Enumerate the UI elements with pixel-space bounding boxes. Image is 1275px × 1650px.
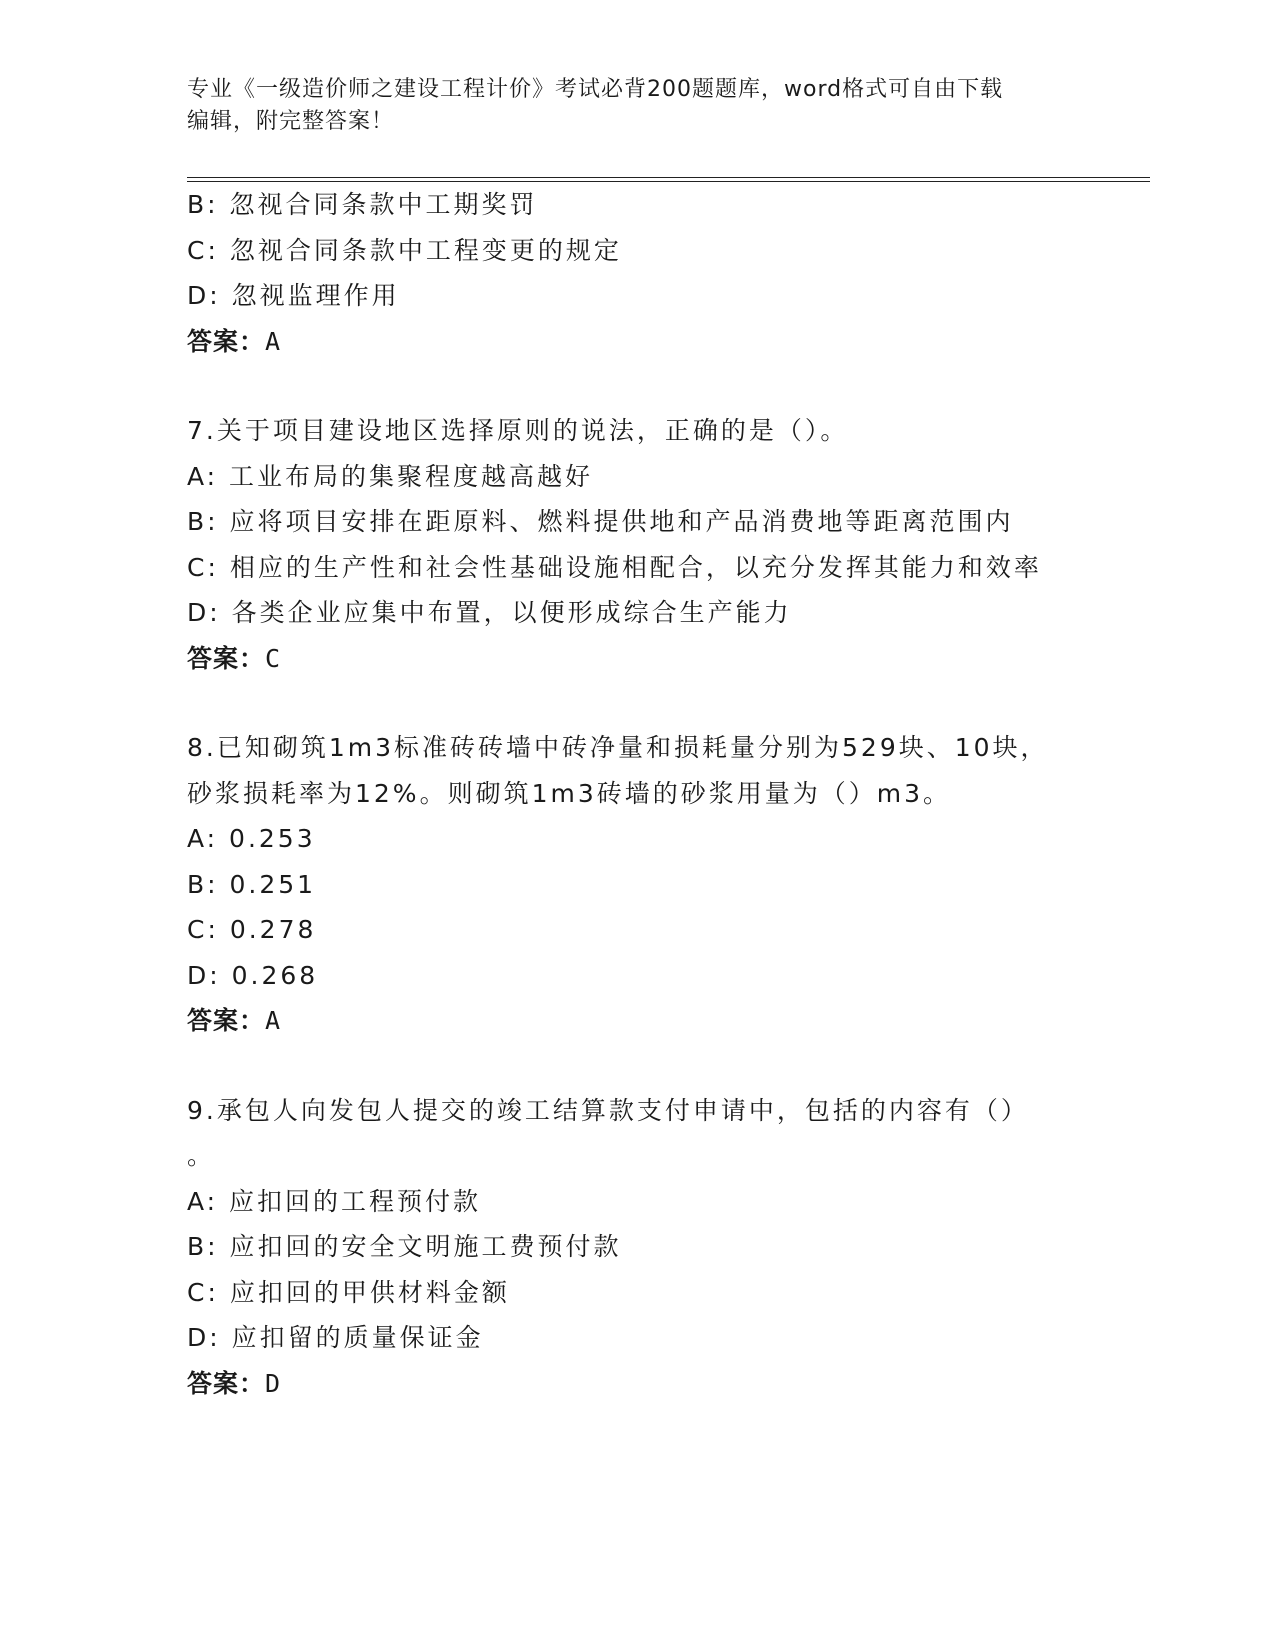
question-title-line-1: 9.承包人向发包人提交的竣工结算款支付申请中，包括的内容有（） bbox=[187, 1095, 1029, 1125]
option-b: B: 忽视合同条款中工期奖罚 bbox=[187, 190, 538, 219]
spacer bbox=[187, 372, 1117, 416]
page-header bbox=[187, 74, 1087, 138]
option-b: B: 0.251 bbox=[187, 869, 317, 899]
continued-question bbox=[187, 190, 1117, 357]
header-line-1: 专业《一级造价师之建设工程计价》考试必背200题题库，word格式可自由下载 bbox=[187, 77, 1004, 102]
option-c: C: 忽视合同条款中工程变更的规定 bbox=[187, 235, 622, 265]
header-divider-bottom bbox=[187, 181, 1150, 182]
question-content bbox=[187, 190, 1117, 1414]
answer-line bbox=[187, 644, 1117, 674]
answer-line bbox=[187, 327, 1117, 357]
question-7 bbox=[187, 416, 1117, 674]
answer-value: D bbox=[265, 1368, 282, 1398]
answer-value: A bbox=[265, 326, 282, 356]
option-c: C: 0.278 bbox=[187, 915, 317, 944]
question-title-line-2: 砂浆损耗率为12%。则砌筑1m3砖墙的砂浆用量为（）m3。 bbox=[187, 778, 951, 808]
answer-label: 答案： bbox=[187, 643, 266, 673]
option-c: C: 相应的生产性和社会性基础设施相配合，以充分发挥其能力和效率 bbox=[187, 552, 1042, 582]
answer-value: C bbox=[265, 643, 282, 673]
spacer bbox=[187, 1052, 1117, 1096]
option-c: C: 应扣回的甲供材料金额 bbox=[187, 1277, 510, 1307]
option-b: B: 应将项目安排在距原料、燃料提供地和产品消费地等距离范围内 bbox=[187, 507, 1014, 536]
header-divider-top bbox=[187, 177, 1150, 178]
spacer bbox=[187, 689, 1117, 733]
question-8 bbox=[187, 733, 1117, 1036]
answer-value: A bbox=[265, 1006, 282, 1035]
option-d: D: 0.268 bbox=[187, 960, 319, 990]
option-d: D: 各类企业应集中布置，以便形成综合生产能力 bbox=[187, 598, 792, 627]
question-9 bbox=[187, 1096, 1117, 1399]
header-line-2: 编辑，附完整答案！ bbox=[187, 109, 395, 134]
answer-label: 答案： bbox=[187, 1368, 266, 1398]
option-a: A: 工业布局的集聚程度越高越好 bbox=[187, 461, 594, 491]
answer-line bbox=[187, 1369, 1117, 1399]
question-title: 7.关于项目建设地区选择原则的说法，正确的是（）。 bbox=[187, 416, 849, 445]
option-a: A: 应扣回的工程预付款 bbox=[187, 1186, 482, 1216]
question-title-line-2: 。 bbox=[187, 1141, 216, 1170]
answer-label: 答案： bbox=[187, 1006, 266, 1035]
option-a: A: 0.253 bbox=[187, 824, 316, 853]
option-d: D: 应扣留的质量保证金 bbox=[187, 1323, 484, 1352]
answer-label: 答案： bbox=[187, 326, 266, 356]
question-title-line-1: 8.已知砌筑1m3标准砖砖墙中砖净量和损耗量分别为529块、10块， bbox=[187, 733, 1049, 762]
option-d: D: 忽视监理作用 bbox=[187, 281, 400, 310]
answer-line bbox=[187, 1006, 1117, 1036]
option-b: B: 应扣回的安全文明施工费预付款 bbox=[187, 1232, 622, 1261]
